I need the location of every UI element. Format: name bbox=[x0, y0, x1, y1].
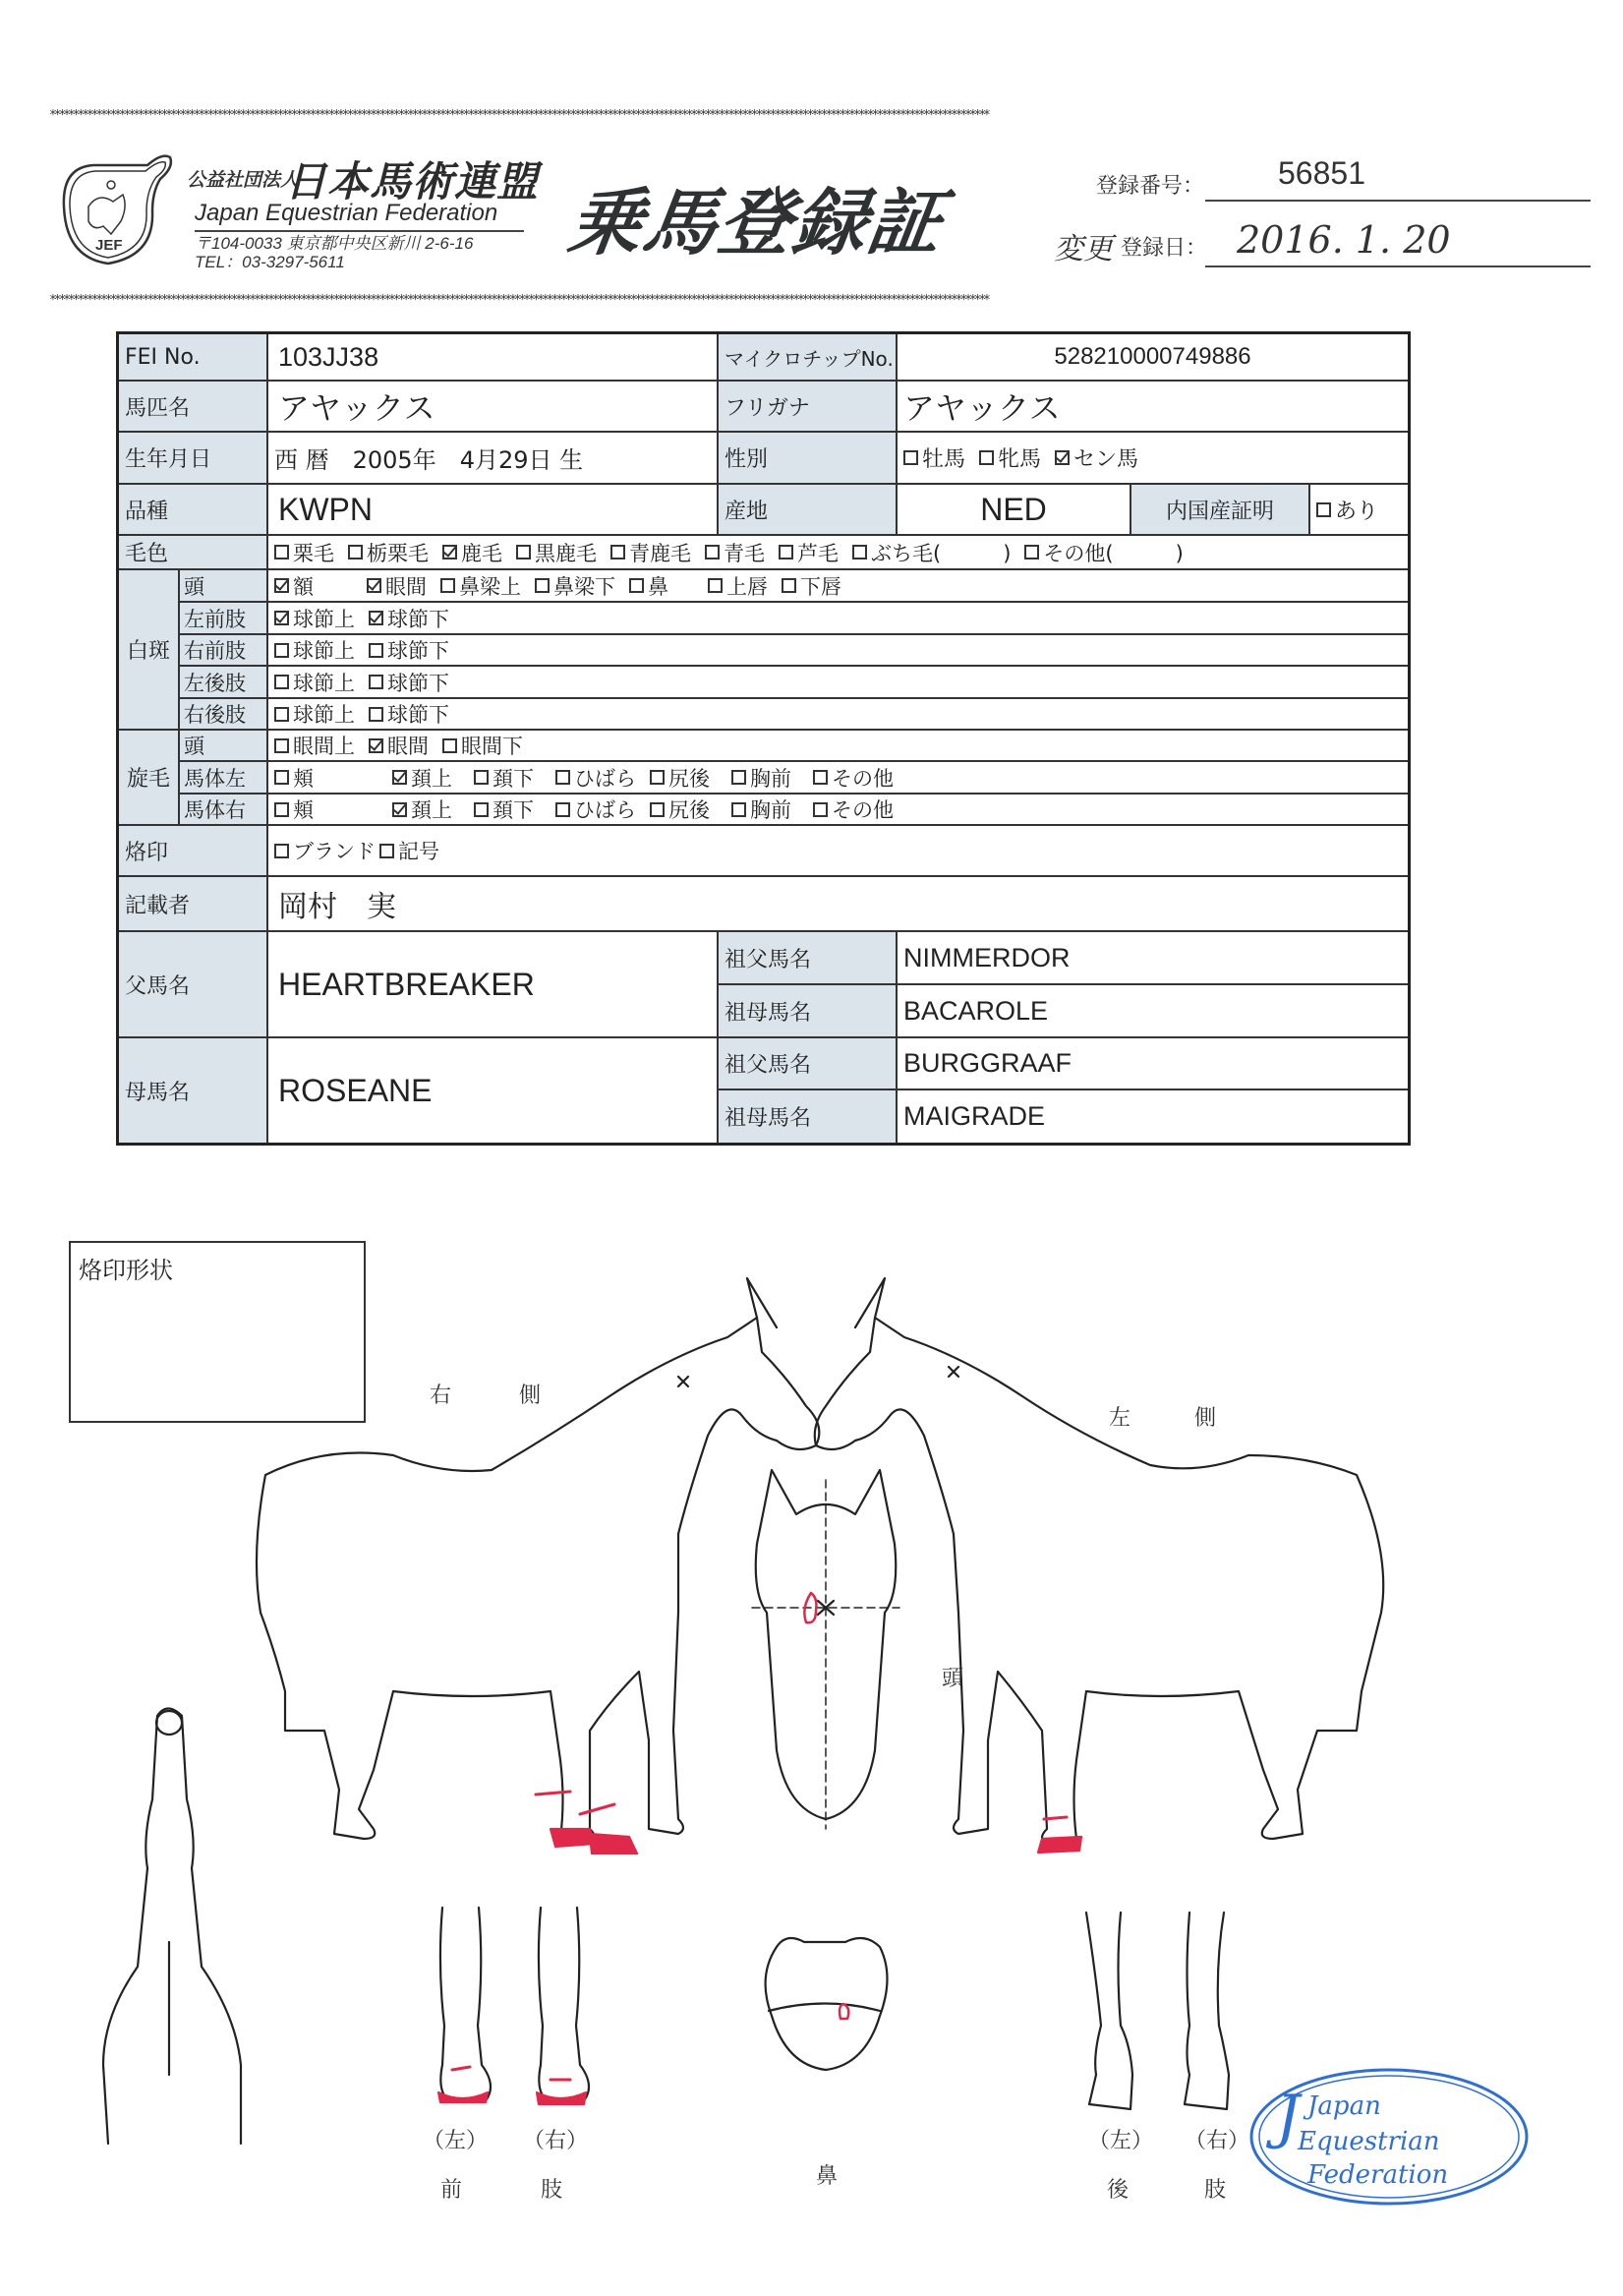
decorative-border-bottom: ********************************************************************************************************************************************************************************************************** bbox=[49, 293, 988, 308]
svg-text:Federation: Federation bbox=[1307, 2160, 1449, 2190]
org-name-jp: 日本馬術連盟 bbox=[285, 157, 540, 206]
breed-value: KWPN bbox=[268, 485, 719, 536]
coat-option[interactable]: 芦毛 bbox=[779, 538, 839, 567]
coat-option[interactable]: 栃栗毛 bbox=[348, 538, 429, 567]
coat-option[interactable]: 青毛 bbox=[705, 538, 765, 567]
coat-option[interactable]: 鹿毛 bbox=[442, 538, 502, 567]
option[interactable]: 球節上 bbox=[274, 668, 355, 697]
left-side-label: 左 bbox=[1109, 1406, 1131, 1431]
option[interactable]: 球節上 bbox=[274, 635, 355, 665]
horse-name-label: 馬匹名 bbox=[119, 382, 268, 433]
fei-no-label: FEI No. bbox=[119, 334, 268, 382]
sex-label: 性別 bbox=[719, 433, 898, 485]
option[interactable]: その他 bbox=[813, 795, 894, 824]
horse-left-side-icon bbox=[815, 1278, 1383, 1853]
option[interactable]: 上唇 bbox=[708, 571, 768, 601]
option[interactable]: ブランド bbox=[274, 836, 376, 865]
svg-text:Japan: Japan bbox=[1307, 2091, 1381, 2121]
left-side-label: 側 bbox=[1194, 1406, 1217, 1431]
sire-grandsire-value: NIMMERDOR bbox=[898, 932, 1408, 985]
dam-granddam-label: 祖母馬名 bbox=[719, 1090, 898, 1143]
sire-label: 父馬名 bbox=[119, 932, 268, 1038]
whorl-part: 頭 bbox=[180, 731, 268, 762]
option[interactable]: 鼻 bbox=[629, 571, 668, 601]
front-caption: 肢 bbox=[541, 2178, 563, 2203]
option[interactable]: 尻後 bbox=[650, 763, 710, 793]
option[interactable]: 眼間上 bbox=[274, 731, 355, 760]
option[interactable]: 鼻梁上 bbox=[440, 571, 521, 601]
horse-nose-icon bbox=[766, 1938, 888, 2070]
coat-option[interactable]: ぶち毛( ) bbox=[852, 538, 1011, 567]
microchip-value: 528210000749886 bbox=[898, 334, 1408, 382]
option[interactable]: 額 bbox=[274, 571, 314, 601]
front-legs-icon bbox=[438, 1908, 589, 2104]
white-mark-part: 左後肢 bbox=[180, 667, 268, 699]
option[interactable]: 胸前 bbox=[731, 763, 791, 793]
brand-label: 烙印 bbox=[119, 826, 268, 877]
option[interactable]: 眼間 bbox=[369, 731, 429, 760]
hind-caption: 後 bbox=[1107, 2178, 1130, 2203]
option[interactable]: 頚上 bbox=[392, 795, 452, 824]
svg-text:Equestrian: Equestrian bbox=[1298, 2127, 1440, 2156]
option[interactable]: 頚下 bbox=[474, 795, 534, 824]
option[interactable]: 球節下 bbox=[369, 668, 449, 697]
front-left-label: （左） bbox=[423, 2129, 489, 2153]
coat-label: 毛色 bbox=[119, 536, 268, 570]
front-caption: 前 bbox=[440, 2178, 463, 2203]
coat-option[interactable]: 栗毛 bbox=[274, 538, 334, 567]
furigana-value: アヤックス bbox=[898, 382, 1408, 433]
option[interactable]: 頚下 bbox=[474, 763, 534, 793]
org-name-en: Japan Equestrian Federation bbox=[195, 200, 498, 226]
option[interactable]: 球節上 bbox=[274, 699, 355, 729]
sire-granddam-value: BACAROLE bbox=[898, 985, 1408, 1038]
dam-grandsire-value: BURGGRAAF bbox=[898, 1038, 1408, 1090]
option[interactable]: 下唇 bbox=[782, 571, 841, 601]
hind-legs-icon bbox=[1086, 1913, 1229, 2109]
right-side-label: 右 bbox=[430, 1383, 452, 1408]
change-note: 変更 bbox=[1054, 232, 1113, 266]
origin-value: NED bbox=[898, 485, 1131, 536]
recorder-value: 岡村 実 bbox=[268, 877, 1408, 932]
sex-option-mare[interactable]: 牝馬 bbox=[979, 442, 1041, 473]
sex-option-gelding[interactable]: セン馬 bbox=[1055, 442, 1138, 473]
front-right-label: （右） bbox=[523, 2129, 589, 2153]
domestic-cert-option[interactable]: あり bbox=[1310, 485, 1408, 536]
white-mark-part: 右前肢 bbox=[180, 635, 268, 667]
whorl-part: 馬体右 bbox=[180, 795, 268, 826]
sire-grandsire-label: 祖父馬名 bbox=[719, 932, 898, 985]
breed-label: 品種 bbox=[119, 485, 268, 536]
reg-date: 2016. 1. 20 bbox=[1237, 218, 1451, 262]
reg-date-label: 登録日： bbox=[1121, 236, 1208, 261]
option[interactable]: 頚上 bbox=[392, 763, 452, 793]
decorative-border-top: ********************************************************************************************************************************************************************************************************** bbox=[49, 108, 988, 123]
option[interactable]: 眼間下 bbox=[442, 731, 523, 760]
domestic-cert-label: 内国産証明 bbox=[1131, 485, 1310, 536]
option[interactable]: ひばら bbox=[555, 795, 636, 824]
option[interactable]: 鼻梁下 bbox=[535, 571, 615, 601]
sire-granddam-label: 祖母馬名 bbox=[719, 985, 898, 1038]
fei-no-value: 103JJ38 bbox=[268, 334, 719, 382]
horse-neck-top-icon bbox=[103, 1709, 241, 2145]
option[interactable]: 球節下 bbox=[369, 635, 449, 665]
option[interactable]: 眼間 bbox=[367, 571, 427, 601]
dam-grandsire-label: 祖父馬名 bbox=[719, 1038, 898, 1090]
furigana-label: フリガナ bbox=[719, 382, 898, 433]
option[interactable]: 球節下 bbox=[369, 604, 449, 633]
dam-label: 母馬名 bbox=[119, 1038, 268, 1143]
dam-value: ROSEANE bbox=[268, 1038, 719, 1143]
option[interactable]: 球節上 bbox=[274, 604, 355, 633]
svg-text:J: J bbox=[1276, 2083, 1301, 2151]
whorl-part: 馬体左 bbox=[180, 762, 268, 795]
option[interactable]: 頬 bbox=[274, 795, 314, 824]
option[interactable]: その他 bbox=[813, 763, 894, 793]
option[interactable]: 頬 bbox=[274, 763, 314, 793]
coat-option[interactable]: 黒鹿毛 bbox=[516, 538, 597, 567]
horse-name-value: アヤックス bbox=[268, 382, 719, 433]
coat-option[interactable]: その他( ) bbox=[1024, 538, 1183, 567]
reg-number-label: 登録番号： bbox=[1096, 174, 1205, 199]
brand-shape-label: 烙印形状 bbox=[79, 1257, 173, 1284]
reg-number: 56851 bbox=[1278, 155, 1365, 191]
nose-label: 鼻 bbox=[816, 2164, 839, 2189]
org-type: 公益社団法人 bbox=[187, 169, 300, 191]
document-title: 乗馬登録証 bbox=[563, 181, 950, 265]
sire-value: HEARTBREAKER bbox=[268, 932, 719, 1038]
option[interactable]: ひばら bbox=[555, 763, 636, 793]
hind-right-label: （右） bbox=[1185, 2129, 1250, 2153]
right-side-label: 側 bbox=[519, 1383, 542, 1408]
birth-label: 生年月日 bbox=[119, 433, 268, 485]
white-marks-label: 白斑 bbox=[119, 570, 180, 731]
microchip-label: マイクロチップNo. bbox=[719, 334, 898, 382]
white-mark-part: 右後肢 bbox=[180, 699, 268, 731]
horse-right-side-icon bbox=[257, 1278, 819, 1854]
option[interactable]: 球節下 bbox=[369, 699, 449, 729]
recorder-label: 記載者 bbox=[119, 877, 268, 932]
origin-label: 産地 bbox=[719, 485, 898, 536]
address-line: 〒104-0033 東京都中央区新川 2-6-16 bbox=[195, 234, 474, 253]
jef-stamp-icon bbox=[1246, 2063, 1532, 2210]
white-mark-part: 頭 bbox=[180, 570, 268, 603]
coat-option[interactable]: 青鹿毛 bbox=[610, 538, 691, 567]
white-mark-part: 左前肢 bbox=[180, 603, 268, 635]
sex-option-stallion[interactable]: 牡馬 bbox=[903, 442, 965, 473]
option[interactable]: 胸前 bbox=[731, 795, 791, 824]
svg-text:JEF: JEF bbox=[95, 237, 123, 254]
horse-head-front-icon bbox=[752, 1470, 899, 1829]
hind-left-label: （左） bbox=[1088, 2129, 1154, 2153]
tel-line: TEL：03-3297-5611 bbox=[195, 253, 345, 271]
birth-value: 西 暦 2005年 4月29日 生 bbox=[268, 433, 719, 485]
option[interactable]: 尻後 bbox=[650, 795, 710, 824]
option[interactable]: 記号 bbox=[379, 836, 439, 865]
dam-granddam-value: MAIGRADE bbox=[898, 1090, 1408, 1143]
whorls-label: 旋毛 bbox=[119, 731, 180, 826]
head-label: 頭 bbox=[942, 1667, 964, 1691]
hind-caption: 肢 bbox=[1204, 2178, 1227, 2203]
